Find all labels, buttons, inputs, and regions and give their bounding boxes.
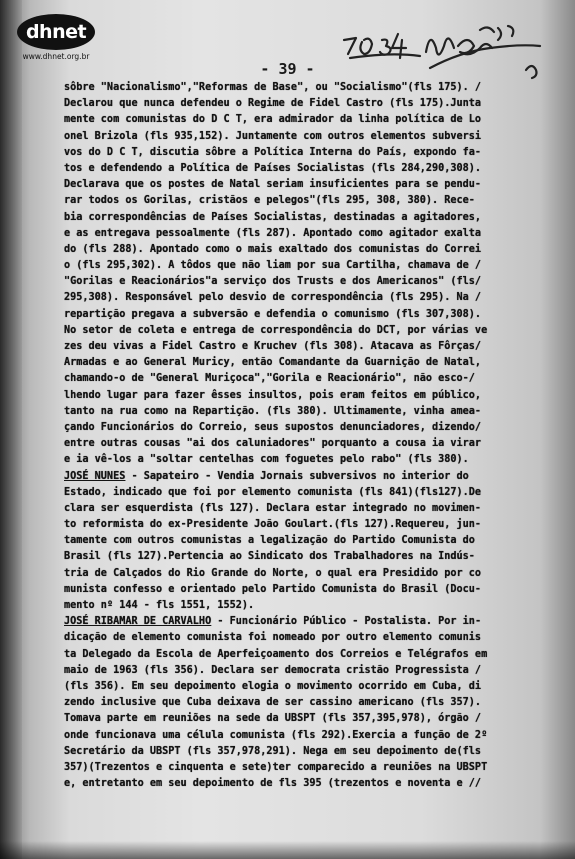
document-body <box>64 80 542 792</box>
logo-badge: dhnet <box>17 14 95 50</box>
watermark-logo <box>14 14 98 61</box>
text-line: Armadas e ao General Muricy, então Comandante da Guarnição de Natal, <box>64 357 482 369</box>
entry-first-line <box>64 614 542 630</box>
text-line: munista confesso e orientado pelo Partido Comunista do Brasil (Docu- <box>64 583 482 595</box>
text-line: tos e defendendo a Política de Países Socialistas (fls 284,290,308). <box>64 162 482 174</box>
text-line: Estado, indicado que foi por elemento comunista (fls 841)(fls127).De <box>64 486 482 498</box>
text-line: zendo inclusive que Cuba deixava de ser cassino americano (fls 357). <box>64 697 482 709</box>
text-line: "Gorilas e Reacionários"a serviço dos Trusts e dos Americanos" (fls/ <box>64 276 482 288</box>
text-line: 295,308). Responsável pelo desvio de correspondência (fls 295). Na / <box>64 292 482 304</box>
page-binding-edge <box>0 0 22 859</box>
text-line: lhendo lugar para fazer êsses insultos, pois eram feitos em público, <box>64 389 482 401</box>
text-line: vos do D C T, discutia sôbre a Política Interna do País, expondo fa- <box>64 146 482 158</box>
text-line: o (fls 295,302). A tôdos que não liam por sua Cartilha, chamava de / <box>64 260 482 272</box>
text-line: dicação de elemento comunista foi nomeado por outro elemento comunis <box>64 632 482 644</box>
text-line: No setor de coleta e entrega de correspondência do DCT, por várias ve <box>64 324 488 336</box>
text-line: rar todos os Gorilas, cristãos e pelegos"(fls 295, 308, 380). Rece- <box>64 195 475 207</box>
text-line: e, entretanto em seu depoimento de fls 395 (trezentos e noventa e // <box>64 778 482 790</box>
text-line: tamente com outros comunistas a legalização do Partido Comunista do <box>64 535 475 547</box>
text-line: onel Brizola (fls 935,152). Juntamente com outros elementos subversi <box>64 130 482 142</box>
text-line: zes deu vivas a Fidel Castro e Kruchev (fls 308). Atacava as Fôrças/ <box>64 341 482 352</box>
entry-paragraph <box>64 485 542 615</box>
text-line: bia correspondências de Países Socialistas, destinadas a agitadores, <box>64 211 482 223</box>
text-line: tria de Calçados do Rio Grande do Norte, o qual era Presidido por co <box>64 567 482 579</box>
text-line: entre outras cousas "ai dos caluniadores" porquanto a cousa ia virar <box>64 438 482 450</box>
text-line: e as entregava pessoalmente (fls 287). Apontado como agitador exalta <box>64 227 482 239</box>
text-line: Declarava que os postes de Natal seriam insuficientes para se pendu- <box>64 179 482 191</box>
text-line: Tomava parte em reuniões na sede da UBSPT (fls 357,395,978), órgão / <box>64 713 482 725</box>
entry-paragraph <box>64 630 542 792</box>
person-name: JOSÉ NUNES <box>64 470 126 482</box>
logo-url: www.dhnet.org.br <box>22 52 90 61</box>
page-bottom-shadow <box>0 841 575 859</box>
entry-text: - Funcionário Público - Postalista. Por in- <box>211 616 482 628</box>
text-line: (fls 356). Em seu depoimento elogia o movimento ocorrido em Cuba, di <box>64 680 482 692</box>
text-line: to reformista do ex-Presidente João Goulart.(fls 127).Requereu, jun- <box>64 519 482 531</box>
text-line: do (fls 288). Apontado como o mais exaltado dos comunistas do Correi <box>64 243 482 255</box>
text-line: mente com comunistas do D C T, era admirador da linha política de Lo <box>64 114 482 126</box>
text-line: Declarou que nunca defendeu o Regime de Fidel Castro (fls 175).Junta <box>64 98 482 110</box>
entry-first-line <box>64 469 542 485</box>
text-line: Secretário da UBSPT (fls 357,978,291). Nega em seu depoimento de(fls <box>64 745 482 757</box>
person-name: JOSÉ RIBAMAR DE CARVALHO <box>64 616 212 628</box>
text-line: maio de 1963 (fls 356). Declara ser democrata cristão Progressista / <box>64 664 482 676</box>
text-line: e ia vê-los a "soltar centelhas com foguetes pelo rabo" (fls 380). <box>64 454 469 466</box>
text-line: chamando-o de "General Muriçoca","Gorila e Reacionário", não esco-/ <box>64 373 475 385</box>
text-line: 357)(Trezentos e cinquenta e sete)ter comparecido a reuniões na UBSPT <box>64 761 488 773</box>
entry-text: - Sapateiro - Vendia Jornais subversivos no interior do <box>125 470 469 482</box>
text-line: tanto na rua como na Repartição. (fls 380). Ultimamente, vinha amea- <box>64 405 482 417</box>
text-line: clara ser esquerdista (fls 127). Declara estar integrado no movimen- <box>64 502 482 514</box>
text-line: onde funcionava uma célula comunista (fls 292).Exercia a função de 2º <box>64 729 488 741</box>
page-number: - 39 - <box>260 60 315 78</box>
text-line: ta Delegado da Escola de Aperfeiçoamento dos Correios e Telégrafos em <box>64 648 488 660</box>
text-line: sôbre "Nacionalismo","Reformas de Base", ou "Socialismo"(fls 175). / <box>64 82 482 93</box>
text-line: Brasil (fls 127).Pertencia ao Sindicato dos Trabalhadores na Indús- <box>64 551 475 563</box>
text-line: mento nº 144 - fls 1551, 1552). <box>64 600 255 611</box>
paragraph-continued <box>64 80 542 469</box>
text-line: repartição pregava a subversão e defendia o comunismo (fls 307,308). <box>64 308 482 320</box>
text-line: çando Funcionários do Correio, seus supostos denunciadores, dizendo/ <box>64 421 482 433</box>
